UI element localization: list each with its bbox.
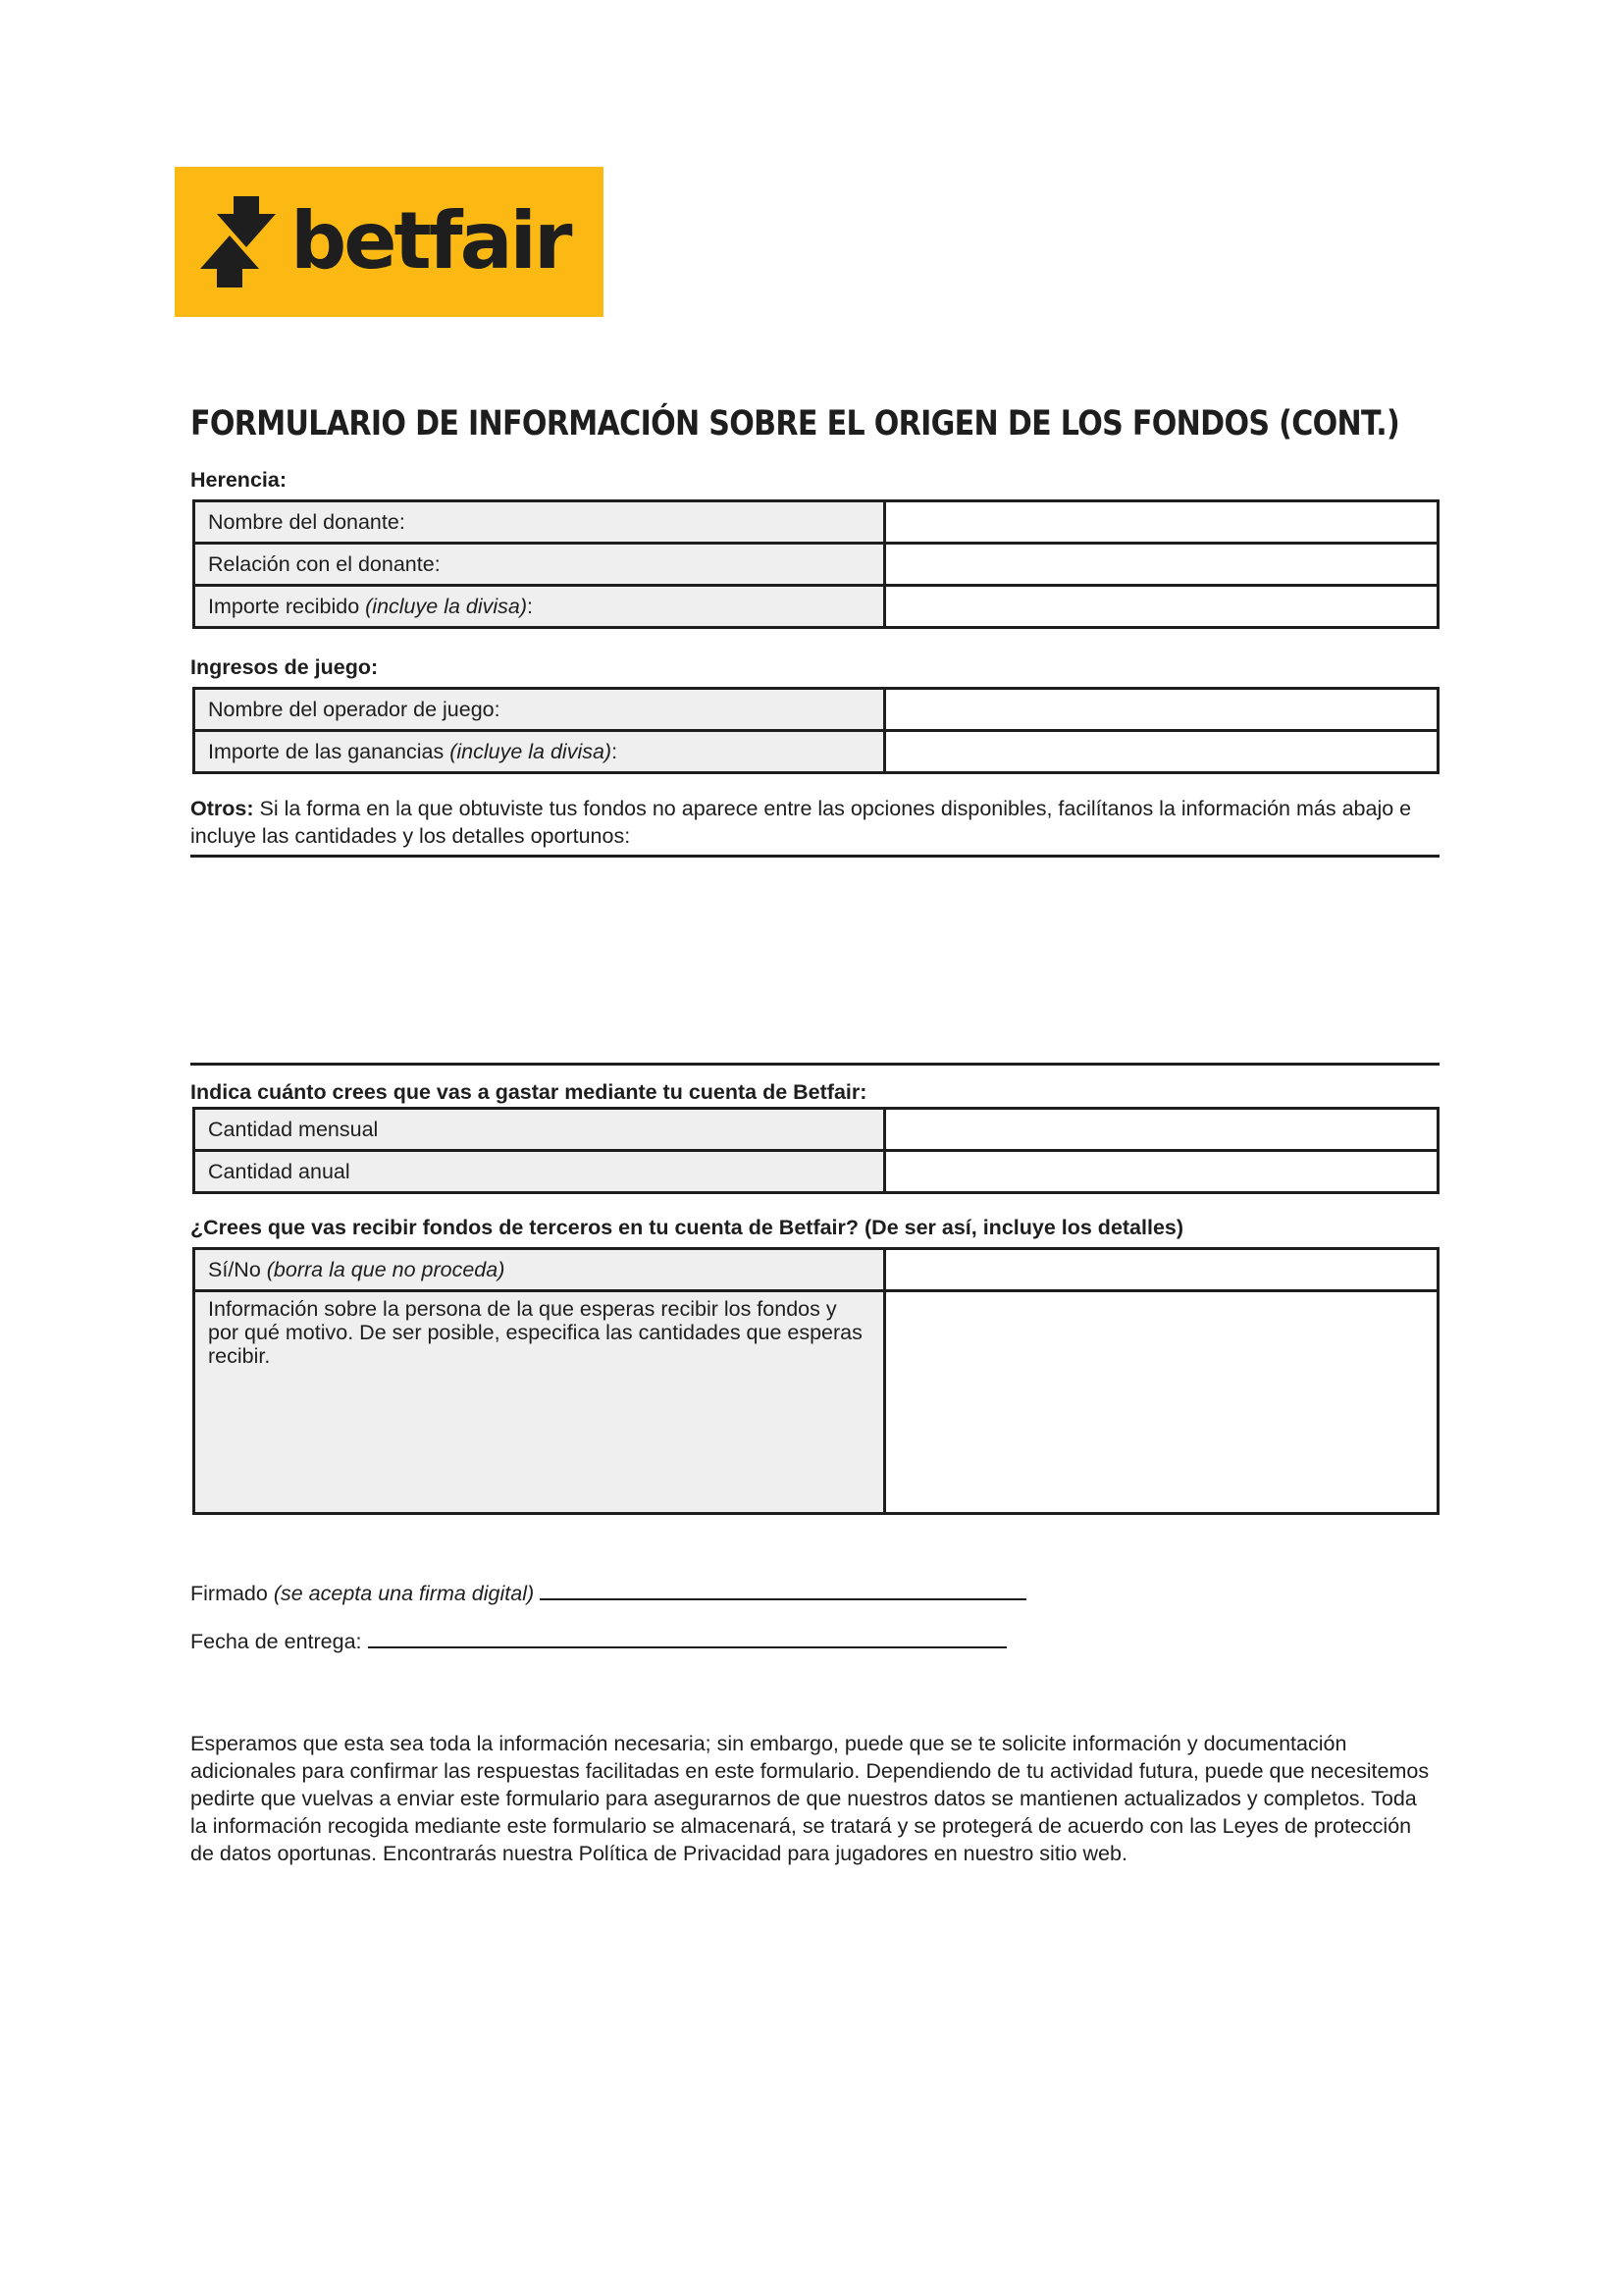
table-question-cell xyxy=(194,731,885,773)
firma-note: (se acepta una firma digital) xyxy=(273,1582,535,1605)
answer-field-info-terceros[interactable] xyxy=(885,1291,1439,1514)
table-question-cell xyxy=(194,1109,885,1151)
table-row xyxy=(194,501,1439,544)
table-question-cell xyxy=(194,501,885,544)
row-label: Relación con el donante: xyxy=(208,551,441,576)
row-note: (borra la que no proceda) xyxy=(266,1257,505,1281)
answer-field-relacion-donante[interactable] xyxy=(885,544,1439,586)
firma-label: Firmado xyxy=(190,1582,274,1605)
table-row xyxy=(194,1291,1439,1514)
row-note: (incluye la divisa) xyxy=(449,739,612,763)
table-question-cell xyxy=(194,586,885,628)
table-question-cell xyxy=(194,1249,885,1291)
row-label: Nombre del donante: xyxy=(208,509,405,534)
row-label: Importe de las ganancias xyxy=(208,739,450,763)
row-label: Cantidad mensual xyxy=(208,1117,379,1141)
footer-paragraph: Esperamos que esta sea toda la información necesaria; sin embargo, puede que se te solicite información y documentación adicionales para confirmar las respuestas facilitadas en este formulario. Dependiendo de tu actividad futura, puede que necesitemos pedirte que vuelvas a enviar este formulario para asegurarnos de que nuestros datos se mantienen actualizados y completos. Toda la información recogida mediante este formulario se almacenará, se tratará y se protegerá de acuerdo con las Leyes de protección de datos oportunas. Encontrarás nuestra Política de Privacidad para jugadores en nuestro sitio web. xyxy=(190,1732,1430,1865)
otros-text-area[interactable] xyxy=(190,858,1440,1062)
otros-paragraph xyxy=(190,795,1437,850)
table-row xyxy=(194,1109,1439,1151)
row-suffix: : xyxy=(611,739,618,763)
table-row xyxy=(194,731,1439,773)
table-row xyxy=(194,1151,1439,1193)
date-line[interactable] xyxy=(368,1625,1007,1648)
firma-row xyxy=(190,1577,1026,1606)
page-title: FORMULARIO DE INFORMACIÓN SOBRE EL ORIGEN DE LOS FONDOS (CONT.) xyxy=(190,404,1400,443)
fecha-label: Fecha de entrega: xyxy=(190,1630,362,1653)
otros-text: Si la forma en la que obtuviste tus fondos no aparece entre las opciones disponibles, facilítanos la información más abajo e incluye las cantidades y los detalles oportunos: xyxy=(190,797,1412,848)
table-question-cell xyxy=(194,1151,885,1193)
table-row xyxy=(194,586,1439,628)
row-label: Importe recibido xyxy=(208,594,366,618)
row-label: Información sobre la persona de la que esperas recibir los fondos y por qué motivo. De ser posible, especifica las cantidades que esperas recibir. xyxy=(208,1297,863,1368)
answer-field-cantidad-anual[interactable] xyxy=(885,1151,1439,1193)
divider xyxy=(190,1063,1440,1066)
table-question-cell xyxy=(194,689,885,731)
herencia-table xyxy=(192,499,1440,629)
table-row xyxy=(194,1249,1439,1291)
terceros-heading: ¿Crees que vas recibir fondos de terceros en tu cuenta de Betfair? (De ser así, incluye los detalles) xyxy=(190,1216,1184,1239)
table-row xyxy=(194,544,1439,586)
answer-field-nombre-donante[interactable] xyxy=(885,501,1439,544)
fecha-row xyxy=(190,1625,1007,1654)
table-question-cell xyxy=(194,544,885,586)
answer-field-si-no[interactable] xyxy=(885,1249,1439,1291)
juego-table xyxy=(192,687,1440,774)
gasto-heading: Indica cuánto crees que vas a gastar mediante tu cuenta de Betfair: xyxy=(190,1080,867,1104)
table-question-cell xyxy=(194,1291,885,1514)
row-note: (incluye la divisa) xyxy=(365,594,528,618)
terceros-table xyxy=(192,1247,1440,1515)
signature-line[interactable] xyxy=(540,1577,1026,1600)
answer-field-importe-recibido[interactable] xyxy=(885,586,1439,628)
row-suffix: : xyxy=(527,594,534,618)
betfair-logo xyxy=(175,167,603,317)
otros-label: Otros: xyxy=(190,797,254,820)
gasto-table xyxy=(192,1107,1440,1194)
answer-field-ganancias[interactable] xyxy=(885,731,1439,773)
answer-field-cantidad-mensual[interactable] xyxy=(885,1109,1439,1151)
row-label: Nombre del operador de juego: xyxy=(208,697,500,721)
herencia-heading: Herencia: xyxy=(190,468,287,492)
betfair-logo-text: betfair xyxy=(290,195,570,287)
row-label: Sí/No xyxy=(208,1257,267,1281)
juego-heading: Ingresos de juego: xyxy=(190,655,379,679)
answer-field-operador[interactable] xyxy=(885,689,1439,731)
table-row xyxy=(194,689,1439,731)
betfair-arrows-icon xyxy=(175,167,603,317)
row-label: Cantidad anual xyxy=(208,1159,350,1183)
